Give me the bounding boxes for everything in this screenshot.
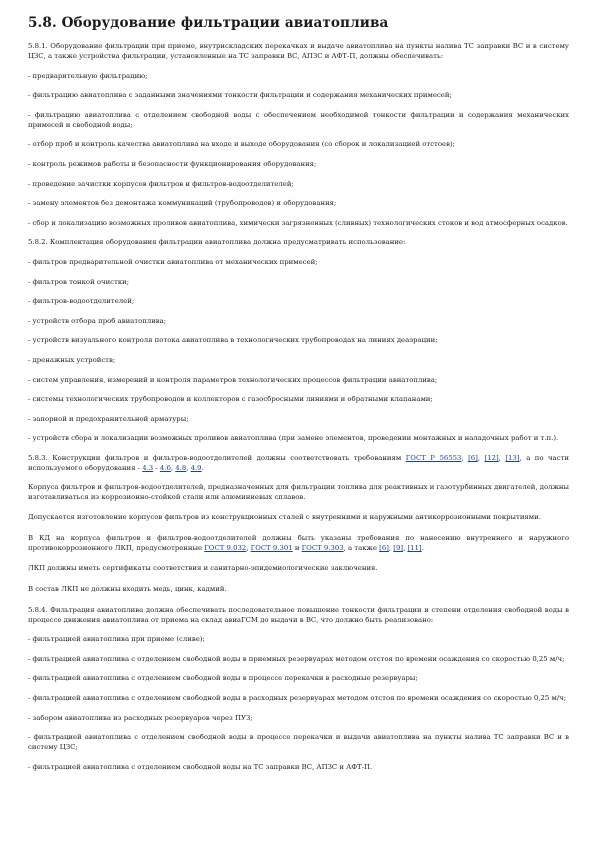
section-paragraph: 5.8.1. Оборудование фильтрации при приеме, внутрискладских перекачках и выдаче авиатоплива на пункты налива ТС заправки ВС и в систему ЦЗС, а также устройства фильтрации, установленные на ТС заправки ВС, АПЗС и АФТ-П, должны обеспечивать: <box>28 42 569 60</box>
list-item: - фильтров тонкой очистки; <box>28 277 130 286</box>
link-ref-12[interactable]: [12] <box>484 453 499 462</box>
list-item: - дренажных устройств; <box>28 355 116 364</box>
list-item: - систем управления, измерений и контроля параметров технологических процессов фильтрации авиатоплива; <box>28 375 438 384</box>
list-item: - устройств отбора проб авиатоплива; <box>28 316 167 325</box>
list-item: - системы технологических трубопроводов и коллекторов с газосбросными линиями и обратными клапанами; <box>28 395 433 404</box>
list-item: - устройств визуального контроля потока авиатоплива в технологических трубопроводах на линиях деаэрации; <box>28 336 438 345</box>
list-item: - запорной и предохранительной арматуры; <box>28 414 189 423</box>
list-item: - фильтров-водоотделителей; <box>28 297 135 306</box>
list-item: - фильтров предварительной очистки авиатоплива от механических примесей; <box>28 257 318 266</box>
link-ref-9[interactable]: [9] <box>393 544 404 553</box>
page-title: 5.8. Оборудование фильтрации авиатоплива <box>28 15 389 31</box>
list-item: - предварительную фильтрацию; <box>28 71 148 80</box>
list-item: - отбор проб и контроль качества авиатоплива на входе и выходе оборудования (со сборок и локализацией отстоев); <box>28 140 455 149</box>
link-ref-6b[interactable]: [6] <box>379 544 389 553</box>
link-section-4-9[interactable]: 4.9 <box>190 463 202 472</box>
list-item: - фильтрацией авиатоплива с отделением свободной воды в расходных резервуарах методом отстоя по времени осаждения со скоростью 0,25 м/ч; <box>28 694 567 703</box>
section-paragraph: 5.8.4. Фильтрация авиатоплива должна обеспечивать последовательное повышение тонкости фильтрации и степени отделения свободной воды в процессе движения авиатоплива от приема на склад авиаГСМ до выдачи в ВС, что должно быть реализовано: <box>28 605 569 624</box>
paragraph-housing-material: Корпуса фильтров и фильтров-водоотделителей, предназначенных для фильтрации топлива для реактивных и газотурбинных двигателей, должны изготавливаться из коррозионно-стойкой стали или алюминиевых сплавов. <box>28 483 569 502</box>
section-body-2 <box>28 605 569 772</box>
link-gost-9-303[interactable]: ГОСТ 9.303 <box>301 544 344 553</box>
link-section-4-3[interactable]: 4.3 <box>142 463 154 472</box>
list-item: - проведение зачистки корпусов фильтров и фильтров-водоотделителей; <box>28 179 294 188</box>
list-item: - замену элементов без демонтажа коммуникаций (трубопроводов) и оборудования; <box>28 199 337 208</box>
list-item: - фильтрацией авиатоплива с отделением свободной воды в процессе перекачки и выдачи авиатоплива на пункты налива ТС заправки ВС и в систему ЦЗС; <box>28 733 569 752</box>
list-item: - сбор и локализацию возможных проливов авиатоплива, химически загрязненных (сливных) технологических стоков и вод атмосферных осадков. <box>28 218 568 227</box>
paragraph-5-8-3: 5.8.3. Конструкции фильтров и фильтров-водоотделителей должны соответствовать требованиям ГОСТ Р 56553, [6], [12], [13], а по части используемого оборудования - 4.3 - 4.6, 4.8, 4.9. <box>28 453 569 472</box>
list-item: - устройств сбора и локализации возможных проливов авиатоплива (при замене элементов, проведении монтажных и наладочных работ и т.п.). <box>28 434 559 443</box>
section-body <box>28 41 569 443</box>
paragraph-structural-steel: Допускается изготовление корпусов фильтров из конструкционных сталей с внутренними и наружными антикоррозионными покрытиями. <box>28 513 541 522</box>
link-gost-9-032[interactable]: ГОСТ 9.032 <box>204 544 247 553</box>
section-paragraph: 5.8.2. Комплектация оборудования фильтрации авиатоплива должна предусматривать использование: <box>28 238 406 247</box>
list-item: - фильтрацией авиатоплива с отделением свободной воды на ТС заправки ВС, АПЗС и АФТ-П. <box>28 762 373 771</box>
paragraph-certificates: ЛКП должны иметь сертификаты соответствия и санитарно-эпидемиологические заключения. <box>28 563 378 572</box>
link-gost-r-56553[interactable]: ГОСТ Р 56553 <box>405 453 462 462</box>
list-item: - фильтрацией авиатоплива с отделением свободной воды в процессе перекачки в расходные резервуары; <box>28 674 418 683</box>
link-section-4-6[interactable]: 4.6 <box>159 463 171 472</box>
paragraph-coating-requirements: В КД на корпуса фильтров и фильтров-водоотделителей должны быть указаны требования по нанесению внутреннего и наружного противокоррозионного ЛКП, предусмотренные ГОСТ 9.032, ГОСТ 9.301 и ГОСТ 9.303, а также [6], [9], [11]. <box>28 534 569 553</box>
list-item: - фильтрацией авиатоплива при приеме (сливе); <box>28 635 205 644</box>
link-ref-11[interactable]: [11] <box>407 544 422 553</box>
list-item: - фильтрацию авиатоплива с заданными значениями тонкости фильтрации и содержания механических примесей; <box>28 91 452 100</box>
list-item: - забором авиатоплива из расходных резервуаров через ПУЗ; <box>28 713 253 722</box>
list-item: - контроль режимов работы и безопасности функционирования оборудования; <box>28 159 317 168</box>
link-ref-6[interactable]: [6] <box>468 453 478 462</box>
list-item: - фильтрацией авиатоплива с отделением свободной воды в приемных резервуарах методом отстоя по времени осаждения со скоростью 0,25 м/ч; <box>28 654 565 663</box>
link-section-4-8[interactable]: 4.8 <box>175 463 187 472</box>
link-ref-13[interactable]: [13] <box>505 453 520 462</box>
paragraph-forbidden-metals: В состав ЛКП не должны входить медь, цинк, кадмий. <box>28 584 227 593</box>
link-gost-9-301[interactable]: ГОСТ 9.301 <box>250 544 293 553</box>
list-item: - фильтрацию авиатоплива с отделением свободной воды с обеспечением необходимой тонкости фильтрации и содержания механических примесей и свободной воды; <box>28 110 569 129</box>
